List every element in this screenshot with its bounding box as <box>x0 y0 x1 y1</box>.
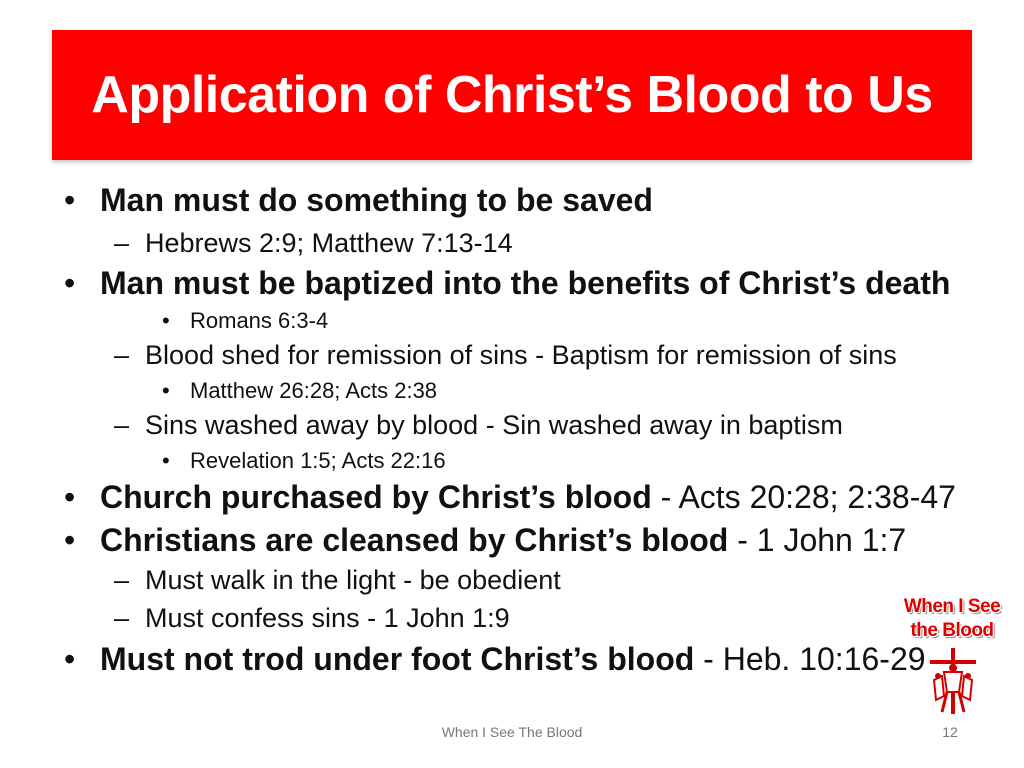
sub-bullet-text: Hebrews 2:9; Matthew 7:13-14 <box>145 228 513 258</box>
bullet-item <box>64 184 653 216</box>
sub-sub-bullet-text: Romans 6:3-4 <box>190 308 329 333</box>
bullet-text: - 1 John 1:7 <box>728 522 907 558</box>
sub-bullet-item <box>114 567 561 594</box>
dash-marker: – <box>114 565 130 595</box>
bullet-marker: • <box>64 479 76 515</box>
dash-marker: – <box>114 228 130 258</box>
title-bar <box>52 30 972 160</box>
bullet-text: - Acts 20:28; 2:38-47 <box>651 479 956 515</box>
sub-sub-bullet-item <box>162 380 437 402</box>
sub-sub-bullet-item <box>162 450 446 472</box>
bullet-text-bold: Christians are cleansed by Christ’s blood <box>100 522 729 558</box>
when-i-see-the-blood-logo <box>902 596 1002 718</box>
sub-bullet-item <box>114 605 510 632</box>
sub-bullet-text: Must walk in the light - be obedient <box>145 565 561 595</box>
bullet-marker: • <box>64 265 76 301</box>
bullet-item <box>64 524 906 556</box>
sub-bullet-item <box>114 412 843 439</box>
footer-title: When I See The Blood <box>441 724 583 740</box>
slide-number: 12 <box>942 724 958 740</box>
dash-marker: – <box>114 410 130 440</box>
slide-title: Application of Christ’s Blood to Us <box>91 66 933 124</box>
sub-bullet-item <box>114 342 897 369</box>
bullet-item <box>64 643 926 675</box>
bullet-text-bold: Man must be baptized into the benefits of Christ’s death <box>100 265 951 301</box>
sub-sub-bullet-text: Matthew 26:28; Acts 2:38 <box>190 378 438 403</box>
bullet-text-bold: Must not trod under foot Christ’s blood <box>100 641 695 677</box>
logo-text-line2: the Blood <box>910 620 994 641</box>
bullet-text-bold: Man must do something to be saved <box>100 182 653 218</box>
sub-bullet-text: Must confess sins - 1 John 1:9 <box>145 603 510 633</box>
bullet-text-bold: Church purchased by Christ’s blood <box>100 479 652 515</box>
crucifixion-figure-icon <box>924 646 982 716</box>
bullet-marker: • <box>162 308 170 333</box>
bullet-marker: • <box>64 522 76 558</box>
dash-marker: – <box>114 603 130 633</box>
sub-bullet-item <box>114 230 513 257</box>
bullet-text: - Heb. 10:16-29 <box>694 641 926 677</box>
sub-sub-bullet-item <box>162 310 328 332</box>
sub-bullet-text: Blood shed for remission of sins - Baptism for remission of sins <box>145 340 897 370</box>
bullet-marker: • <box>162 378 170 403</box>
bullet-marker: • <box>162 448 170 473</box>
sub-bullet-text: Sins washed away by blood - Sin washed away in baptism <box>145 410 843 440</box>
bullet-item <box>64 267 950 299</box>
dash-marker: – <box>114 340 130 370</box>
bullet-marker: • <box>64 182 76 218</box>
logo-text-line1: When I See <box>903 596 1001 617</box>
bullet-item <box>64 481 956 513</box>
sub-sub-bullet-text: Revelation 1:5; Acts 22:16 <box>190 448 446 473</box>
bullet-marker: • <box>64 641 76 677</box>
